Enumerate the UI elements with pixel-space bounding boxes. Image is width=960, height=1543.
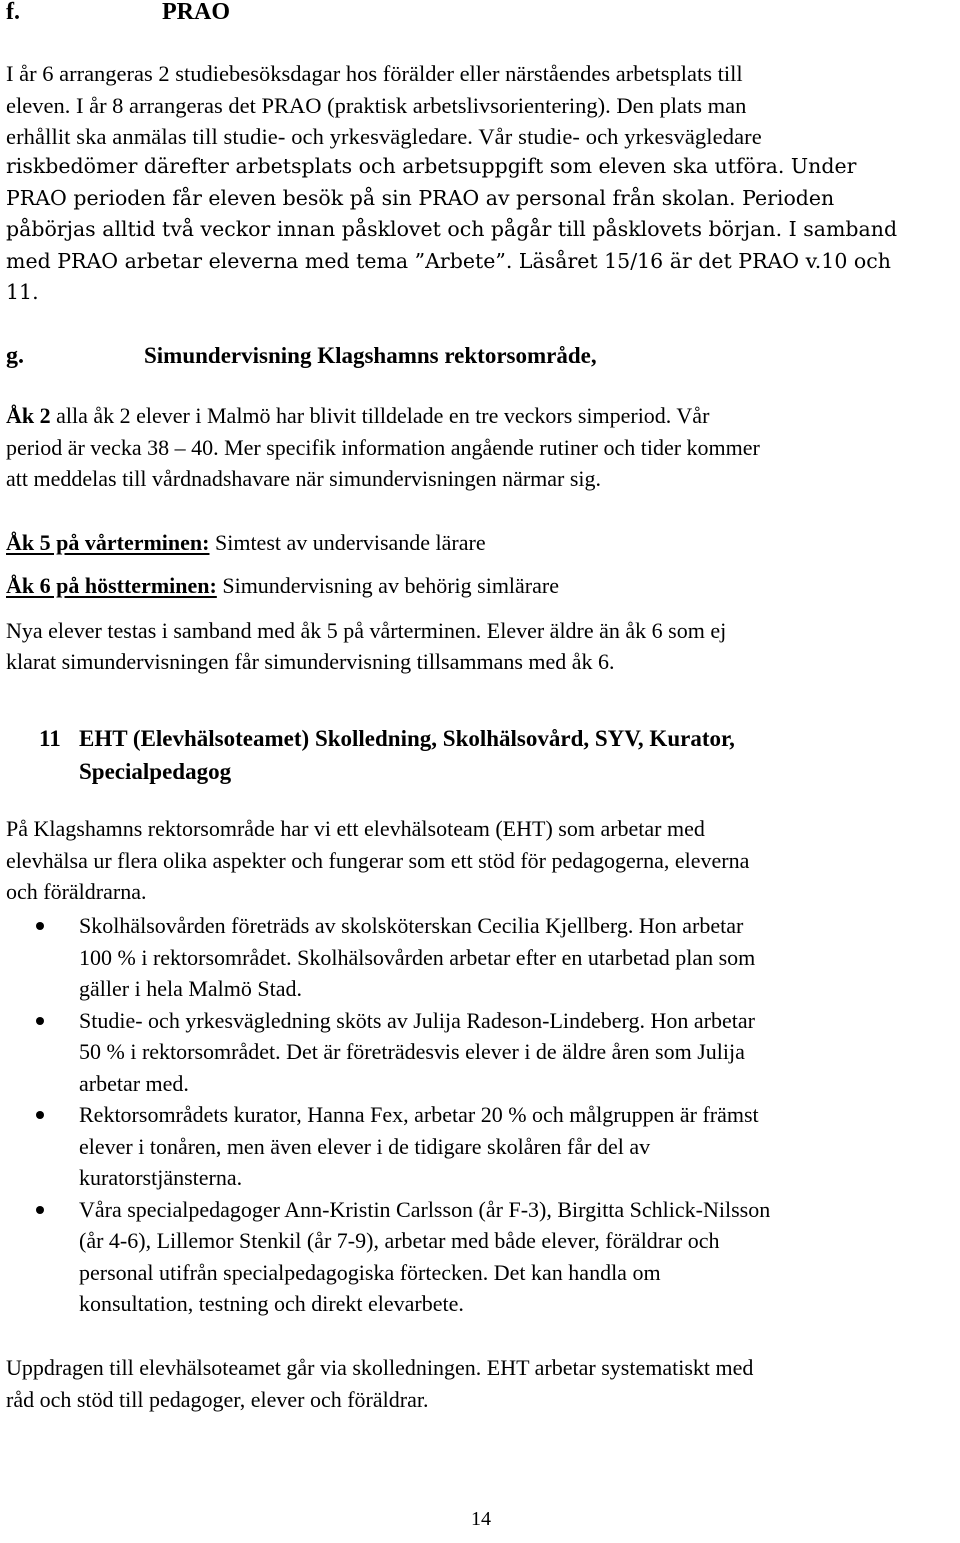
list-item-line: 50 % i rektorsområdet. Det är företrädesvis elever i de äldre åren som Julija <box>79 1039 745 1064</box>
section-g-title: Simundervisning Klagshamns rektorsområde, <box>144 343 597 368</box>
paragraph-line: 11. <box>6 280 39 304</box>
paragraph-line: Nya elever testas i samband med åk 5 på vårterminen. Elever äldre än åk 6 som ej <box>6 618 727 643</box>
paragraph-line: påbörjas alltid två veckor innan påsklovet och pågår till påsklovets början. I samband <box>6 217 898 241</box>
list-item-line: Studie- och yrkesvägledning sköts av Julija Radeson-Lindeberg. Hon arbetar <box>79 1007 755 1033</box>
eht-intro-paragraph <box>6 813 749 908</box>
paragraph-line: PRAO perioden får eleven besök på sin PRAO av personal från skolan. Perioden <box>6 185 835 210</box>
paragraph-line: råd och stöd till pedagoger, elever och föräldrar. <box>6 1386 429 1412</box>
ak2-paragraph <box>6 400 760 495</box>
page-number: 14 <box>471 1508 491 1530</box>
section-11-title-line: EHT (Elevhälsoteamet) Skolledning, Skolhälsovård, SYV, Kurator, <box>79 726 735 751</box>
list-item-line: personal utifrån specialpedagogiska förtecken. Det kan handla om <box>79 1259 661 1285</box>
paragraph-line: klarat simundervisningen får simundervisning tillsammans med åk 6. <box>6 649 615 674</box>
bullet-icon <box>36 922 44 930</box>
ak5-line <box>6 527 486 558</box>
section-11-title <box>79 722 735 788</box>
list-item-line: Skolhälsovården företräds av skolsköterskan Cecilia Kjellberg. Hon arbetar <box>79 913 744 938</box>
list-item-line: Våra specialpedagoger Ann-Kristin Carlsson (år F-3), Birgitta Schlick-Nilsson <box>79 1196 771 1222</box>
prao-paragraph-part2 <box>6 151 897 309</box>
list-item <box>6 1194 954 1320</box>
paragraph-line: elevhälsa ur flera olika aspekter och fungerar som ett stöd för pedagogerna, eleverna <box>6 847 750 873</box>
list-item <box>6 910 954 1005</box>
list-item <box>6 1099 954 1194</box>
list-item-line: (år 4-6), Lillemor Stenkil (år 7-9), arbetar med både elever, föräldrar och <box>79 1228 720 1253</box>
list-item-line: 100 % i rektorsområdet. Skolhälsovården arbetar efter en utarbetad plan som <box>79 944 756 970</box>
ak5-label: Åk 5 på vårterminen: <box>6 530 210 555</box>
paragraph-line: riskbedömer därefter arbetsplats och arbetsuppgift som eleven ska utföra. Under <box>6 154 857 178</box>
ak6-line <box>6 570 559 601</box>
bullet-icon <box>36 1017 44 1025</box>
list-item-line: elever i tonåren, men även elever i de tidigare skolåren får del av <box>79 1133 651 1159</box>
paragraph-line: period är vecka 38 – 40. Mer specifik information angående rutiner och tider kommer <box>6 434 760 460</box>
eht-closing-paragraph <box>6 1352 753 1415</box>
paragraph-line: Uppdragen till elevhälsoteamet går via skolledningen. EHT arbetar systematiskt med <box>6 1355 754 1380</box>
bullet-icon <box>36 1111 44 1119</box>
section-f-number: f. <box>6 0 20 25</box>
section-11-title-line: Specialpedagog <box>79 759 232 784</box>
list-item-line: gäller i hela Malmö Stad. <box>79 976 302 1001</box>
new-students-paragraph <box>6 615 726 677</box>
section-11-number: 11 <box>39 726 61 751</box>
eht-bullet-list <box>6 910 954 1320</box>
ak6-text: Simundervisning av behörig simlärare <box>216 573 559 598</box>
paragraph-line: I år 6 arrangeras 2 studiebesöksdagar hos förälder eller närståendes arbetsplats till <box>6 61 743 86</box>
list-item-line: arbetar med. <box>79 1070 189 1096</box>
section-g-number: g. <box>6 343 24 369</box>
list-item-line: Rektorsområdets kurator, Hanna Fex, arbetar 20 % och målgruppen är främst <box>79 1102 759 1127</box>
prao-paragraph-part1 <box>6 58 762 153</box>
bullet-icon <box>36 1206 44 1214</box>
paragraph-line: På Klagshamns rektorsområde har vi ett elevhälsoteam (EHT) som arbetar med <box>6 816 705 841</box>
paragraph-line: eleven. I år 8 arrangeras det PRAO (praktisk arbetslivsorientering). Den plats man <box>6 92 747 118</box>
list-item <box>6 1005 954 1100</box>
ak6-label: Åk 6 på höstterminen: <box>6 573 217 598</box>
ak5-text: Simtest av undervisande lärare <box>209 530 486 555</box>
paragraph-line: med PRAO arbetar eleverna med tema ”Arbete”. Läsåret 15/16 är det PRAO v.10 och <box>6 248 891 273</box>
list-item-line: kuratorstjänsterna. <box>79 1165 243 1190</box>
list-item-line: konsultation, testning och direkt elevarbete. <box>79 1291 464 1316</box>
ak2-label: Åk 2 <box>6 403 51 428</box>
paragraph-line: erhållit ska anmälas till studie- och yrkesvägledare. Vår studie- och yrkesvägledare <box>6 124 762 149</box>
section-f-title: PRAO <box>162 0 230 25</box>
paragraph-line: att meddelas till vårdnadshavare när simundervisningen närmar sig. <box>6 466 602 492</box>
ak2-text: alla åk 2 elever i Malmö har blivit tilldelade en tre veckors simperiod. Vår <box>50 403 710 428</box>
paragraph-line: och föräldrarna. <box>6 879 147 904</box>
